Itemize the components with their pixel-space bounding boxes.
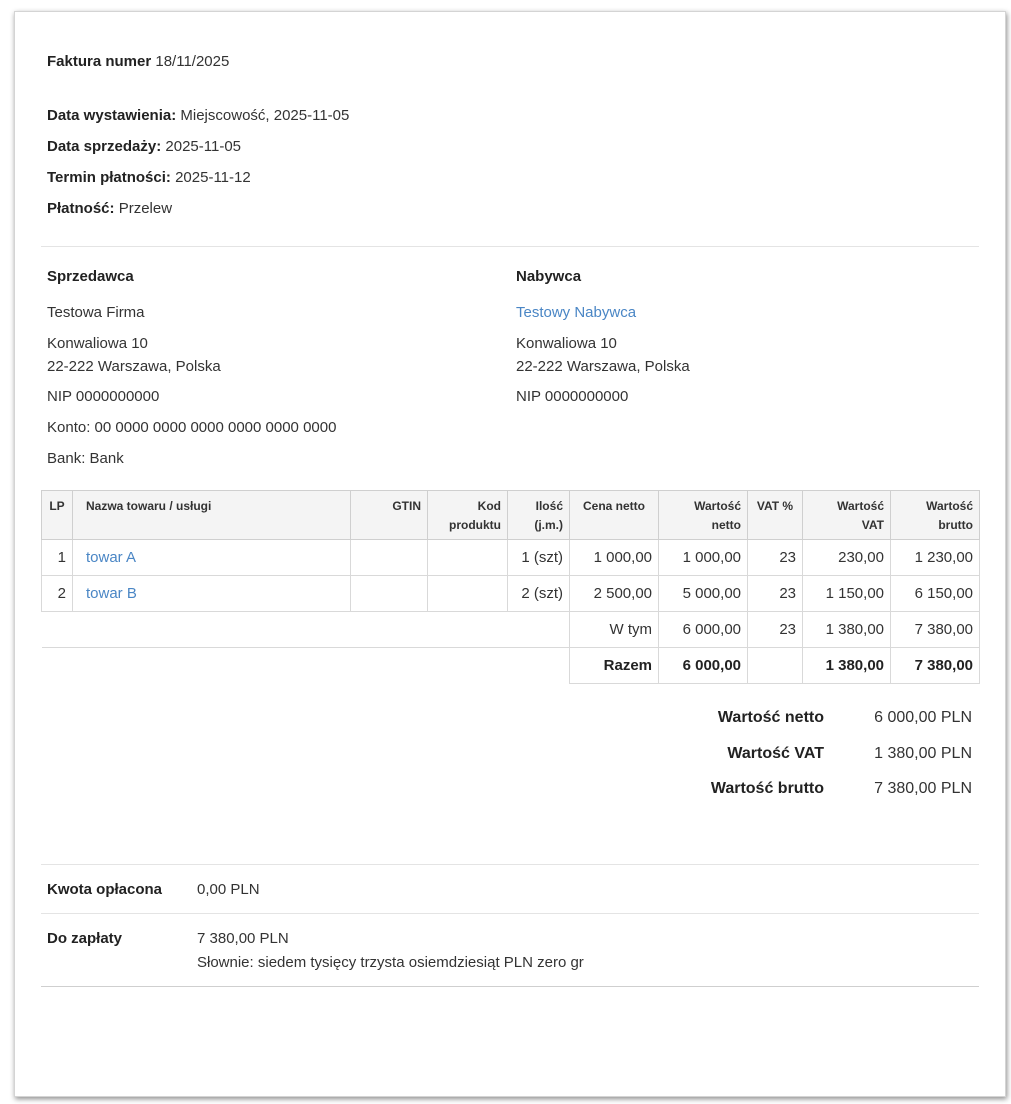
col-header-code	[428, 491, 508, 540]
total-row	[42, 648, 980, 684]
divider	[41, 246, 979, 247]
breakdown-label: W tym	[570, 612, 659, 648]
col-header-net-value	[659, 491, 748, 540]
col-header-qty	[508, 491, 570, 540]
table-header-row	[42, 491, 980, 540]
invoice-page	[14, 11, 1006, 1097]
breakdown-gross-value: 7 380,00	[891, 612, 980, 648]
amount-due-label: Do zapłaty	[47, 930, 123, 947]
cell-name	[73, 540, 351, 576]
table-row	[42, 540, 980, 576]
cell-lp: 2	[42, 576, 73, 612]
buyer-city: 22-222 Warszawa, Polska	[516, 358, 690, 375]
seller-bank: Bank: Bank	[47, 450, 124, 467]
total-gross-value: 7 380,00	[891, 648, 980, 684]
due-date-value: 2025-11-12	[175, 169, 251, 186]
issue-date-label: Data wystawienia:	[47, 107, 177, 124]
due-date-label: Termin płatności:	[47, 169, 171, 186]
due-date-line	[47, 169, 251, 186]
col-header-vat-value-line2: VAT	[861, 518, 884, 532]
summary-vat-value: 1 380,00 PLN	[874, 745, 972, 762]
buyer-heading: Nabywca	[516, 268, 582, 285]
sale-date-label: Data sprzedaży:	[47, 138, 162, 155]
item-name-link[interactable]: towar A	[86, 549, 137, 566]
summary-vat-label: Wartość VAT	[727, 745, 824, 762]
col-header-net-value-line2: netto	[711, 518, 741, 532]
cell-net-value: 1 000,00	[659, 540, 748, 576]
breakdown-vat-rate: 23	[748, 612, 803, 648]
col-header-qty-line2: (j.m.)	[534, 518, 563, 532]
cell-code	[428, 576, 508, 612]
seller-nip: NIP 0000000000	[47, 388, 160, 405]
paid-amount-value: 0,00 PLN	[197, 881, 260, 898]
issue-date-line	[47, 107, 349, 124]
cell-qty: 1 (szt)	[508, 540, 570, 576]
cell-vat-value: 1 150,00	[803, 576, 891, 612]
empty-cell	[42, 648, 570, 684]
cell-code	[428, 540, 508, 576]
col-header-lp: LP	[42, 491, 73, 540]
payment-method-line	[47, 200, 172, 217]
seller-street: Konwaliowa 10	[47, 335, 148, 352]
cell-gtin	[351, 540, 428, 576]
cell-net-value: 5 000,00	[659, 576, 748, 612]
col-header-gross-value	[891, 491, 980, 540]
payment-method-label: Płatność:	[47, 200, 115, 217]
cell-gtin	[351, 576, 428, 612]
cell-name	[73, 576, 351, 612]
cell-vat-value: 230,00	[803, 540, 891, 576]
total-label: Razem	[570, 648, 659, 684]
cell-net-price: 2 500,00	[570, 576, 659, 612]
col-header-name: Nazwa towaru / usługi	[73, 491, 351, 540]
summary-gross-label: Wartość brutto	[710, 780, 824, 797]
col-header-code-line2: produktu	[449, 518, 501, 532]
cell-gross-value: 6 150,00	[891, 576, 980, 612]
amount-in-words: Słownie: siedem tysięcy trzysta osiemdziesiąt PLN zero gr	[197, 954, 584, 971]
breakdown-net-value: 6 000,00	[659, 612, 748, 648]
items-table	[41, 490, 980, 684]
invoice-number-line	[47, 53, 229, 70]
summary-gross-value: 7 380,00 PLN	[874, 780, 972, 797]
invoice-number-value: 18/11/2025	[155, 53, 230, 70]
divider	[41, 913, 979, 914]
total-vat-rate	[748, 648, 803, 684]
cell-gross-value: 1 230,00	[891, 540, 980, 576]
summary-net-label: Wartość netto	[717, 709, 824, 726]
cell-lp: 1	[42, 540, 73, 576]
cell-qty: 2 (szt)	[508, 576, 570, 612]
seller-city: 22-222 Warszawa, Polska	[47, 358, 221, 375]
col-header-code-line1: Kod	[477, 499, 501, 513]
cell-vat-rate: 23	[748, 540, 803, 576]
sale-date-line	[47, 138, 241, 155]
buyer-nip: NIP 0000000000	[516, 388, 629, 405]
total-net-value: 6 000,00	[659, 648, 748, 684]
buyer-name-link[interactable]: Testowy Nabywca	[516, 304, 637, 321]
issue-date-value: Miejscowość, 2025-11-05	[180, 107, 350, 124]
summary-net-value: 6 000,00 PLN	[874, 709, 972, 726]
col-header-net-value-line1: Wartość	[694, 499, 741, 513]
seller-heading: Sprzedawca	[47, 268, 134, 285]
col-header-vat-value	[803, 491, 891, 540]
col-header-qty-line1: Ilość	[535, 499, 563, 513]
seller-name: Testowa Firma	[47, 304, 145, 321]
breakdown-row	[42, 612, 980, 648]
col-header-gross-value-line2: brutto	[938, 518, 973, 532]
invoice-number-label: Faktura numer	[47, 53, 152, 70]
cell-vat-rate: 23	[748, 576, 803, 612]
table-row	[42, 576, 980, 612]
sale-date-value: 2025-11-05	[165, 138, 242, 155]
seller-account: Konto: 00 0000 0000 0000 0000 0000 0000	[47, 419, 337, 436]
breakdown-vat-value: 1 380,00	[803, 612, 891, 648]
col-header-gtin: GTIN	[351, 491, 428, 540]
col-header-vat-rate: VAT %	[748, 491, 803, 540]
payment-method-value: Przelew	[118, 200, 173, 217]
col-header-net-price: Cena netto	[570, 491, 659, 540]
divider	[41, 986, 979, 987]
empty-cell	[42, 612, 570, 648]
paid-amount-label: Kwota opłacona	[47, 881, 163, 898]
col-header-gross-value-line1: Wartość	[926, 499, 973, 513]
total-vat-value: 1 380,00	[803, 648, 891, 684]
cell-net-price: 1 000,00	[570, 540, 659, 576]
item-name-link[interactable]: towar B	[86, 585, 137, 602]
divider	[41, 864, 979, 865]
col-header-vat-value-line1: Wartość	[837, 499, 884, 513]
amount-due-value: 7 380,00 PLN	[197, 930, 289, 947]
buyer-street: Konwaliowa 10	[516, 335, 617, 352]
